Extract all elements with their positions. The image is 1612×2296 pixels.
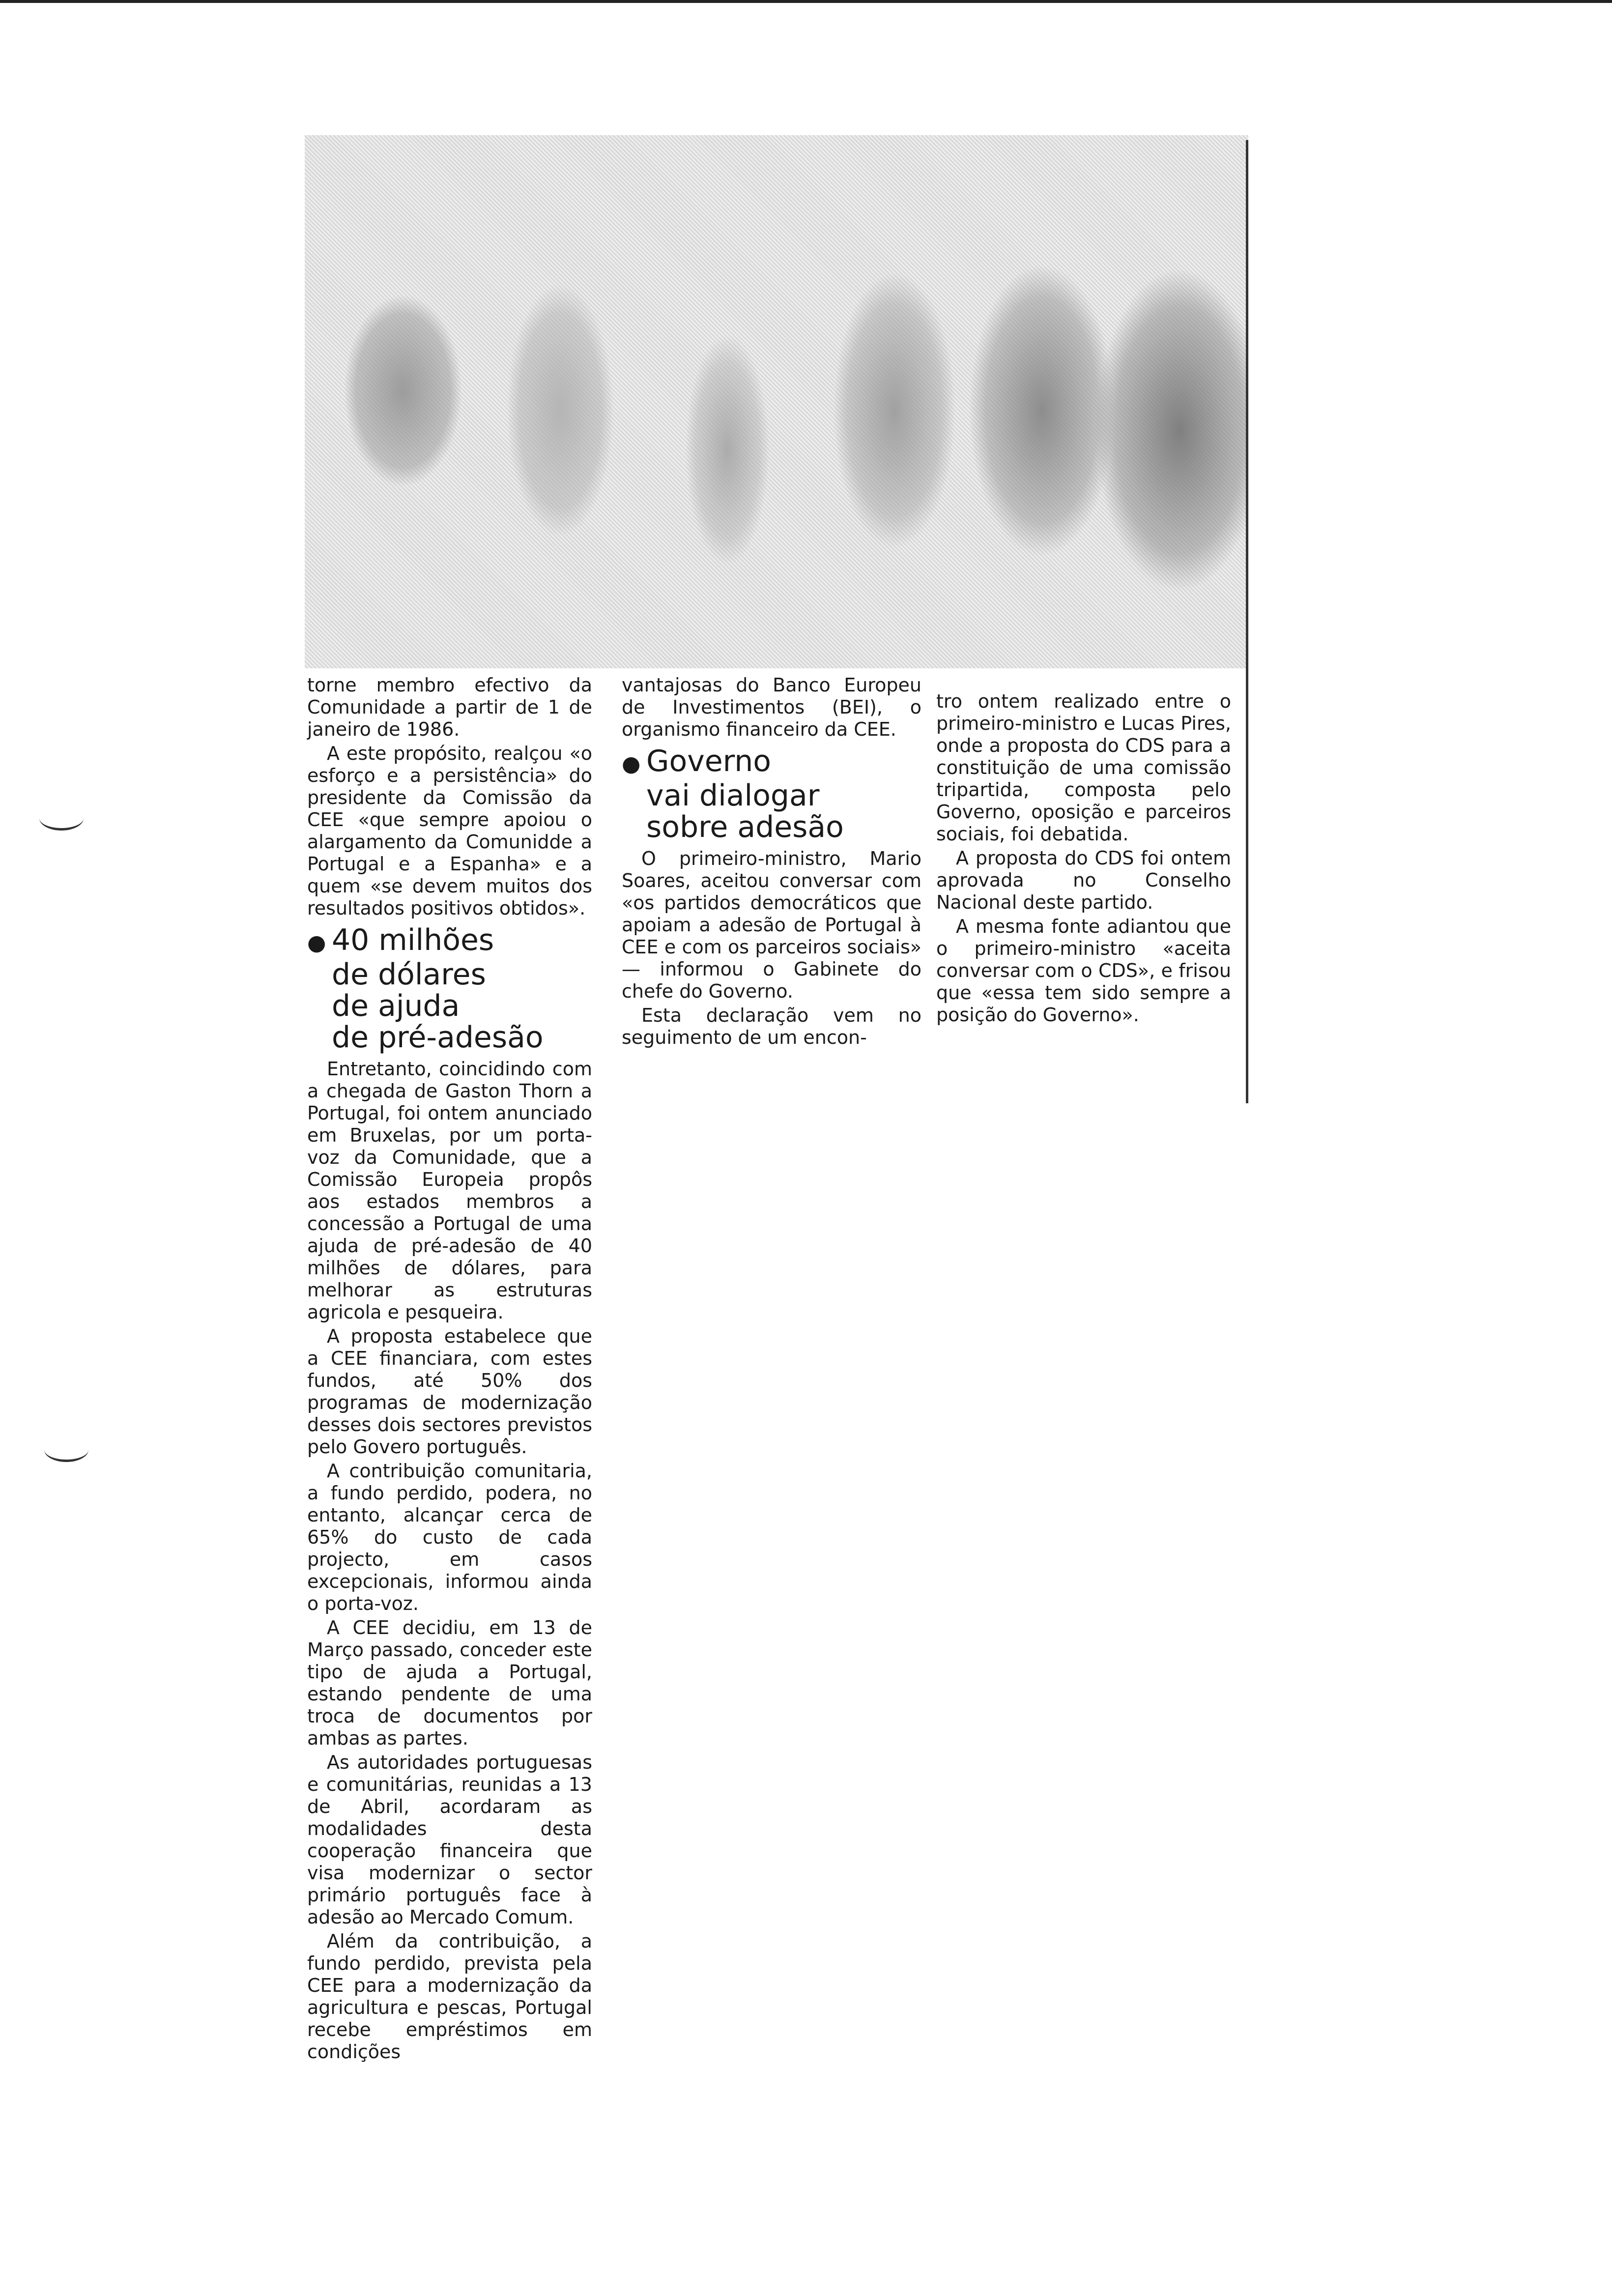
top-border-line — [0, 0, 1612, 3]
paragraph: A proposta do CDS foi ontem aprovada no Conselho Nacional deste partido. — [936, 847, 1231, 913]
paragraph: As autoridades portuguesas e comunitárias, reunidas a 13 de Abril, acordaram as modalidades desta cooperação financeira que visa modernizar o sector primário português face à adesão ao Mercado Comum. — [307, 1751, 592, 1928]
paragraph: Entretanto, coincidindo com a chegada de Gaston Thorn a Portugal, foi ontem anunciado em Bruxelas, por um porta-voz da Comunidade, que a Comissão Europeia propôs aos estados membros a concessão a Portugal de uma ajuda de pré-adesão de 40 milhões de dólares, para melhorar as estruturas agricola e pesqueira. — [307, 1058, 592, 1323]
paragraph: Esta declaração vem no seguimento de um encon- — [622, 1004, 921, 1048]
article-column-3 — [936, 690, 1231, 1028]
paragraph: A contribuição comunitaria, a fundo perdido, podera, no entanto, alcançar cerca de 65% do custo de cada projecto, em casos excepcionais, informou ainda o porta-voz. — [307, 1460, 592, 1614]
paragraph: A proposta estabelece que a CEE financiara, com estes fundos, até 50% dos programas de modernização desses dois sectores previstos pelo Govero português. — [307, 1325, 592, 1458]
paragraph: A este propósito, realçou «o esforço e a persistência» do presidente da Comissão da CEE «que sempre apoiou o alargamento da Comunidde a Portugal e a Espanha» e a quem «se devem muitos dos resultados positivos obtidos». — [307, 743, 592, 919]
column-divider-line — [1246, 140, 1248, 1103]
bullet-icon: ● — [622, 751, 641, 776]
paragraph: tro ontem realizado entre o primeiro-ministro e Lucas Pires, onde a proposta do CDS para a constituição de uma comissão tripartida, composta pelo Governo, oposição e parceiros sociais, foi debatida. — [936, 690, 1231, 845]
paragraph: vantajosas do Banco Europeu de Investimentos (BEI), o organismo financeiro da CEE. — [622, 674, 921, 740]
paragraph: O primeiro-ministro, Mario Soares, aceitou conversar com «os partidos democráticos que apoiam a adesão de Portugal à CEE e com os parceiros sociais» — informou o Gabinete do chefe do Governo. — [622, 848, 921, 1002]
section-heading: ● 40 milhões de dólares de ajuda de pré-adesão — [307, 923, 544, 1055]
article-column-2 — [622, 674, 921, 1051]
punch-hole-mark-top — [39, 806, 84, 831]
punch-hole-mark-bottom — [44, 1437, 88, 1462]
paragraph: A CEE decidiu, em 13 de Março passado, conceder este tipo de ajuda a Portugal, estando pendente de uma troca de documentos por ambas as partes. — [307, 1617, 592, 1749]
article-column-1 — [307, 674, 592, 2065]
section-heading: ● Governo vai dialogar sobre adesão — [622, 744, 844, 844]
paragraph: torne membro efectivo da Comunidade a partir de 1 de janeiro de 1986. — [307, 674, 592, 740]
bullet-icon: ● — [307, 930, 326, 955]
paragraph: Além da contribuição, a fundo perdido, prevista pela CEE para a modernização da agricultura e pescas, Portugal recebe empréstimos em condições — [307, 1930, 592, 2063]
news-photo — [305, 135, 1248, 668]
paragraph: A mesma fonte adiantou que o primeiro-ministro «aceita conversar com o CDS», e frisou que «essa tem sido sempre a posição do Governo». — [936, 916, 1231, 1026]
